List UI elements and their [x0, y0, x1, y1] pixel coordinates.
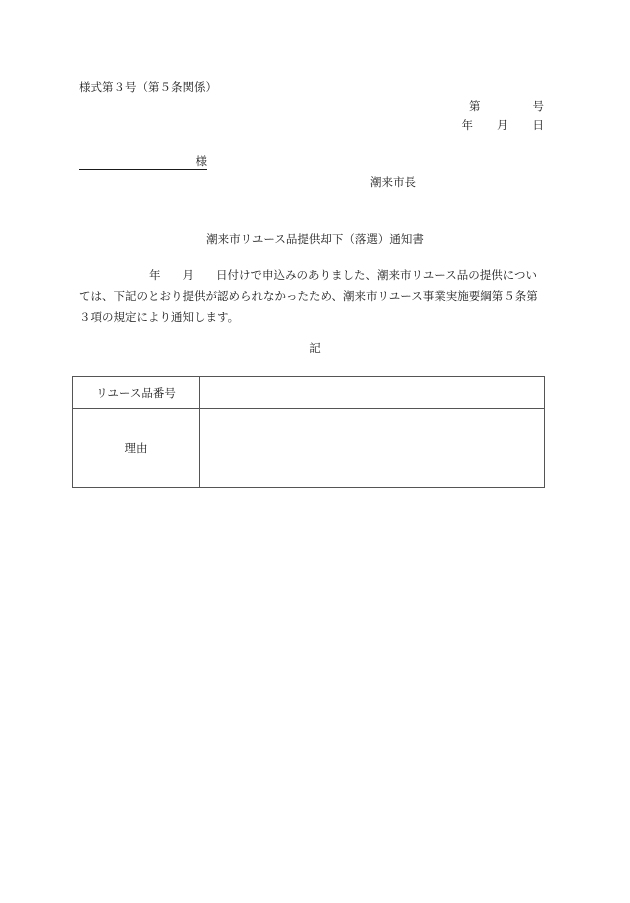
ki-heading: 記: [309, 341, 321, 355]
body-line-2: ては、下記のとおり提供が認められなかったため、潮来市リユース事業実施要綱第５条第: [79, 289, 538, 303]
document-number: [469, 101, 544, 113]
body-text: [79, 265, 546, 328]
body-line-3: ３項の規定により通知します。: [79, 310, 240, 324]
addressee-line: [79, 156, 207, 170]
doc-number-prefix: 第: [469, 99, 481, 113]
form-id: 様式第３号（第５条関係）: [79, 80, 217, 94]
body-line-1: [79, 265, 546, 286]
row-label-reason: 理由: [73, 409, 200, 488]
doc-date-year: 年: [461, 118, 473, 132]
body-year: 年: [149, 268, 161, 282]
row-value-reason[interactable]: [200, 409, 545, 488]
table-row: [73, 409, 545, 488]
addressee-suffix: 様: [195, 154, 207, 168]
doc-date-month: 月: [497, 118, 509, 132]
doc-date-day: 日: [532, 118, 544, 132]
doc-number-suffix: 号: [532, 99, 544, 113]
document-title: 潮来市リユース品提供却下（落選）通知書: [206, 232, 424, 246]
body-line-1-rest: 日付けで申込みのありました、潮来市リユース品の提供につい: [216, 268, 537, 282]
issuer-name: 潮来市長: [370, 175, 416, 189]
body-month: 月: [182, 268, 194, 282]
document-date: [462, 120, 545, 132]
row-label-reuse-number: リユース品番号: [73, 377, 200, 409]
info-table: [72, 376, 545, 488]
table-row: [73, 377, 545, 409]
row-value-reuse-number[interactable]: [200, 377, 545, 409]
